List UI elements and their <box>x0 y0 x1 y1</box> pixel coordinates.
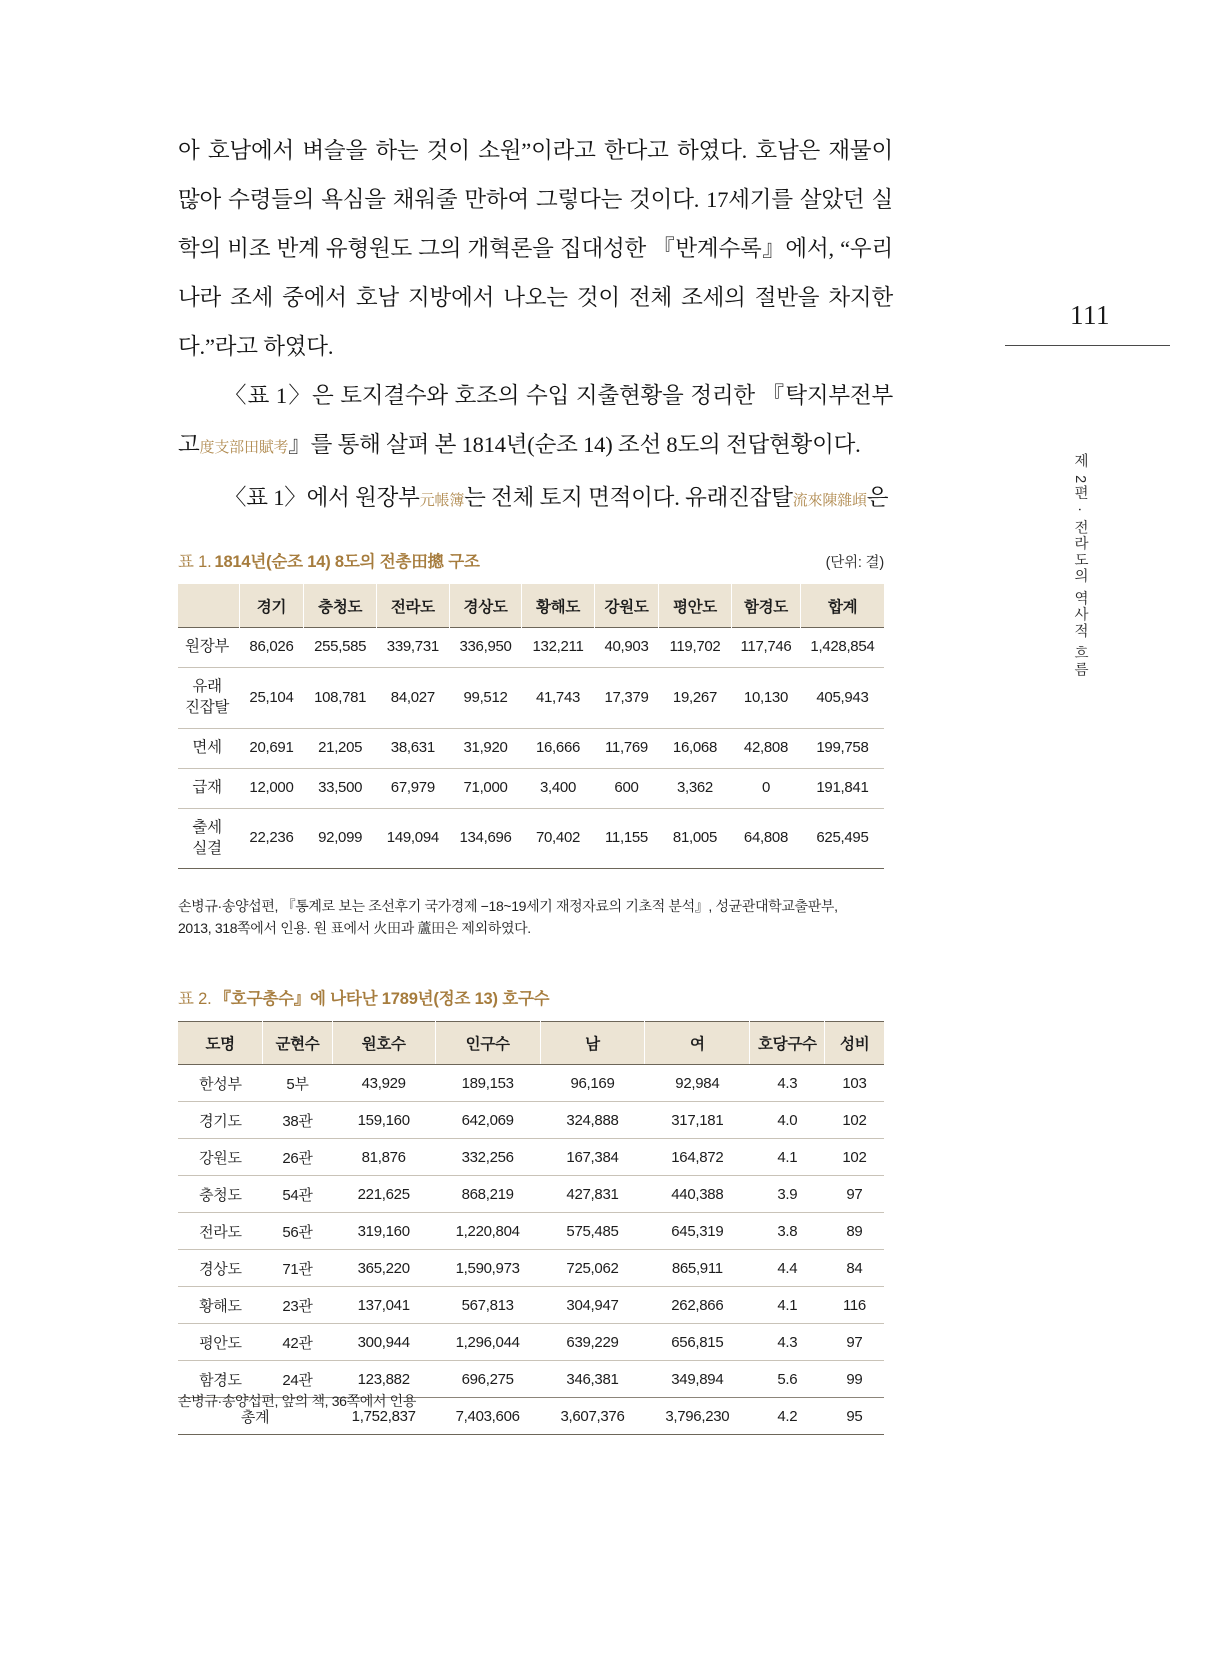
table-1-col-header: 평안도 <box>659 585 731 628</box>
table-cell: 3,400 <box>522 768 594 808</box>
table-cell: 71관 <box>263 1250 332 1287</box>
paragraph-3-mid: 는 전체 토지 면적이다. 유래진잡탈 <box>464 485 793 510</box>
table-1 <box>178 584 884 869</box>
table-2-col-header: 원호수 <box>332 1022 435 1065</box>
table-2-col-header: 군현수 <box>263 1022 332 1065</box>
ruby-annotation-tojibu: 度支部田賦考 <box>199 440 289 456</box>
table-cell: 119,702 <box>659 628 731 668</box>
table-cell: 20,691 <box>239 728 304 768</box>
table-row <box>178 1176 884 1213</box>
table-2 <box>178 1021 884 1435</box>
table-2-block <box>178 985 884 1435</box>
table-cell: 639,229 <box>540 1324 645 1361</box>
table-cell: 24관 <box>263 1361 332 1398</box>
table-cell: 96,169 <box>570 1074 615 1092</box>
table-cell: 625,495 <box>801 808 884 869</box>
table-cell: 84,027 <box>377 667 450 728</box>
table-1-col-header: 함경도 <box>731 585 801 628</box>
table-cell: 336,950 <box>449 628 522 668</box>
table-cell: 117,746 <box>731 628 801 668</box>
table-cell: 868,219 <box>435 1176 540 1213</box>
table-2-row-label: 평안도 <box>178 1324 263 1361</box>
table-cell: 0 <box>731 768 801 808</box>
table-cell: 33,500 <box>304 768 377 808</box>
table-1-col-header: 합계 <box>801 585 884 628</box>
body-text <box>178 126 893 526</box>
table-row <box>178 1250 884 1287</box>
table-cell: 262,866 <box>645 1287 750 1324</box>
table-2-caption-row <box>178 985 884 1009</box>
table-cell: 23관 <box>263 1287 332 1324</box>
table-cell: 159,160 <box>332 1102 435 1139</box>
table-cell: 4.1 <box>750 1139 825 1176</box>
table-cell: 22,236 <box>239 808 304 869</box>
paragraph-2-post: 』를 통해 살펴 본 1814년(순조 14) 조선 8도의 전답현황이다. <box>288 432 861 457</box>
table-cell: 70,402 <box>522 808 594 869</box>
table-cell: 134,696 <box>449 808 522 869</box>
table-row <box>178 1102 884 1139</box>
table-cell: 97 <box>825 1176 884 1213</box>
table-row <box>178 1287 884 1324</box>
table-cell: 16,068 <box>659 728 731 768</box>
table-cell: 1,428,854 <box>801 628 884 668</box>
table-2-header-row <box>178 1022 884 1065</box>
table-row <box>178 1324 884 1361</box>
ruby-annotation-wonjangbu: 元帳簿 <box>419 493 465 509</box>
table-2-source-note <box>178 1390 890 1412</box>
table-2-title: 『호구총수』에 나타난 1789년(정조 13) 호구수 <box>214 990 550 1008</box>
table-cell: 656,815 <box>645 1324 750 1361</box>
table-2-row-label: 함경도 <box>178 1361 263 1398</box>
table-1-col-header: 전라도 <box>377 585 450 628</box>
table-cell: 167,384 <box>540 1139 645 1176</box>
table-cell: 189,153 <box>461 1074 514 1092</box>
table-cell: 346,381 <box>540 1361 645 1398</box>
table-2-row-label: 강원도 <box>178 1139 263 1176</box>
table-cell: 645,319 <box>645 1213 750 1250</box>
table-row <box>178 628 884 668</box>
table-2-total-label: 총계 <box>178 1398 332 1435</box>
table-cell: 255,585 <box>304 628 377 668</box>
table-cell: 19,267 <box>659 667 731 728</box>
table-cell: 3,607,376 <box>540 1398 645 1435</box>
table-row <box>178 1065 884 1102</box>
table-row <box>178 1213 884 1250</box>
paragraph-3-post: 은 <box>866 485 889 510</box>
table-2-row-label: 경상도 <box>178 1250 263 1287</box>
table-cell: 575,485 <box>540 1213 645 1250</box>
table-1-caption-row <box>178 548 884 572</box>
table-cell: 102 <box>825 1102 884 1139</box>
table-cell: 64,808 <box>731 808 801 869</box>
table-cell: 300,944 <box>332 1324 435 1361</box>
table-cell: 149,094 <box>377 808 450 869</box>
table-1-col-header: 황해도 <box>522 585 594 628</box>
table-1-col-header: 경기 <box>239 585 304 628</box>
table-cell: 102 <box>825 1139 884 1176</box>
table-2-caption <box>178 985 549 1009</box>
table-cell: 349,894 <box>645 1361 750 1398</box>
table-cell: 71,000 <box>449 768 522 808</box>
table-cell: 1,296,044 <box>435 1324 540 1361</box>
table-2-number: 표 2. <box>178 990 212 1008</box>
table-cell: 4.3 <box>750 1324 825 1361</box>
table-cell: 4.1 <box>750 1287 825 1324</box>
table-cell: 21,205 <box>304 728 377 768</box>
running-head: 제 2편 · 전라도의 역사적 흐름 <box>1072 452 1088 678</box>
table-cell: 12,000 <box>239 768 304 808</box>
table-cell: 84 <box>825 1250 884 1287</box>
table-cell: 38관 <box>263 1102 332 1139</box>
table-1-source-line-1: 손병규·송양섭편, 『통계로 보는 조선후기 국가경제 −18~19세기 재정자료의 기초적 분석』, 성균관대학교출판부, <box>178 898 838 914</box>
table-2-source-line: 손병규·송양섭편, 앞의 책, 36쪽에서 인용 <box>178 1393 417 1409</box>
table-1-col-header: 경상도 <box>449 585 522 628</box>
table-cell: 1,220,804 <box>435 1213 540 1250</box>
table-1-corner-cell <box>178 585 239 628</box>
table-cell: 365,220 <box>332 1250 435 1287</box>
table-1-title: 1814년(순조 14) 8도의 전총田摠 구조 <box>214 553 480 571</box>
table-cell: 17,379 <box>594 667 659 728</box>
table-cell: 3,796,230 <box>645 1398 750 1435</box>
table-row <box>178 768 884 808</box>
table-1-body <box>178 628 884 869</box>
table-1-row-label: 출세 실결 <box>178 808 239 869</box>
table-cell: 5부 <box>286 1075 309 1093</box>
table-cell: 865,911 <box>645 1250 750 1287</box>
table-cell: 725,062 <box>540 1250 645 1287</box>
table-cell: 199,758 <box>801 728 884 768</box>
table-cell: 440,388 <box>645 1176 750 1213</box>
table-cell: 108,781 <box>304 667 377 728</box>
table-cell: 4.2 <box>750 1398 825 1435</box>
table-cell: 1,590,973 <box>435 1250 540 1287</box>
table-cell: 600 <box>594 768 659 808</box>
table-cell: 54관 <box>263 1176 332 1213</box>
folio-divider <box>1005 345 1170 346</box>
table-1-head <box>178 585 884 628</box>
table-cell: 11,769 <box>594 728 659 768</box>
table-1-row-label: 원장부 <box>178 628 239 668</box>
table-cell: 405,943 <box>801 667 884 728</box>
table-1-header-row <box>178 585 884 628</box>
table-cell: 56관 <box>263 1213 332 1250</box>
table-2-col-header: 남 <box>540 1022 645 1065</box>
table-cell: 89 <box>825 1213 884 1250</box>
table-cell: 10,130 <box>731 667 801 728</box>
table-1-row-label: 면세 <box>178 728 239 768</box>
table-2-row-label: 전라도 <box>178 1213 263 1250</box>
table-1-unit: (단위: 결) <box>825 555 884 571</box>
table-cell: 3,362 <box>659 768 731 808</box>
table-2-body <box>178 1065 884 1435</box>
folio-block <box>945 300 1175 346</box>
table-cell: 696,275 <box>435 1361 540 1398</box>
table-cell: 40,903 <box>594 628 659 668</box>
table-cell: 42,808 <box>731 728 801 768</box>
table-cell: 7,403,606 <box>435 1398 540 1435</box>
table-1-source-note <box>178 895 890 939</box>
table-cell: 132,211 <box>522 628 594 668</box>
table-cell: 304,947 <box>540 1287 645 1324</box>
paragraph-3 <box>178 473 893 526</box>
table-cell: 642,069 <box>435 1102 540 1139</box>
table-cell: 332,256 <box>435 1139 540 1176</box>
table-cell: 339,731 <box>377 628 450 668</box>
table-cell: 41,743 <box>522 667 594 728</box>
table-cell: 5.6 <box>750 1361 825 1398</box>
table-cell: 4.0 <box>750 1102 825 1139</box>
table-cell: 95 <box>825 1398 884 1435</box>
table-row <box>178 1139 884 1176</box>
table-cell: 1,752,837 <box>332 1398 435 1435</box>
table-cell: 67,979 <box>377 768 450 808</box>
table-cell: 97 <box>825 1324 884 1361</box>
table-cell: 92,984 <box>675 1074 720 1092</box>
table-cell: 25,104 <box>239 667 304 728</box>
table-cell: 319,160 <box>332 1213 435 1250</box>
paragraph-1: 아 호남에서 벼슬을 하는 것이 소원”이라고 한다고 하였다. 호남은 재물이 많아 수령들의 욕심을 채워줄 만하여 그렇다는 것이다. 17세기를 살았던 실학의 비조 반계 유형원도 그의 개혁론을 집대성한 『반계수록』에서, “우리나라 조세 중에서 호남 지방에서 나오는 것이 전체 조세의 절반을 차지한다.”라고 하였다. <box>178 138 893 359</box>
paragraph-2-pre: 〈표 1〉은 토지결수와 호조의 수입 지출현황을 정리한 『탁지부전부고 <box>178 383 893 457</box>
table-1-caption <box>178 548 480 572</box>
table-2-col-header: 인구수 <box>435 1022 540 1065</box>
table-2-row-label: 경기도 <box>178 1102 263 1139</box>
table-cell: 3.8 <box>750 1213 825 1250</box>
table-cell: 81,876 <box>332 1139 435 1176</box>
table-cell: 42관 <box>263 1324 332 1361</box>
table-cell: 3.9 <box>750 1176 825 1213</box>
table-cell: 11,155 <box>594 808 659 869</box>
table-cell: 92,099 <box>304 808 377 869</box>
table-2-col-header: 여 <box>645 1022 750 1065</box>
table-1-col-header: 충청도 <box>304 585 377 628</box>
table-1-number: 표 1. <box>178 553 212 571</box>
table-cell: 317,181 <box>645 1102 750 1139</box>
table-2-row-label: 한성부 <box>199 1075 242 1093</box>
table-cell: 81,005 <box>659 808 731 869</box>
table-1-row-label: 급재 <box>178 768 239 808</box>
table-cell: 99,512 <box>449 667 522 728</box>
table-2-row-label: 황해도 <box>178 1287 263 1324</box>
table-cell: 4.4 <box>750 1250 825 1287</box>
table-1-row-label: 유래 진잡탈 <box>178 667 239 728</box>
table-row <box>178 667 884 728</box>
table-2-col-header: 성비 <box>825 1022 884 1065</box>
table-cell: 4.3 <box>777 1074 798 1092</box>
paragraph-2 <box>178 371 893 473</box>
table-row <box>178 808 884 869</box>
table-cell: 116 <box>825 1287 884 1324</box>
ruby-annotation-yuraejinjaptal: 流來陳雜頉 <box>792 493 867 509</box>
table-2-head <box>178 1022 884 1065</box>
table-2-col-header: 호당구수 <box>750 1022 825 1065</box>
table-cell: 103 <box>842 1074 867 1092</box>
table-cell: 99 <box>825 1361 884 1398</box>
table-cell: 86,026 <box>239 628 304 668</box>
table-1-source-line-2: 2013, 318쪽에서 인용. 원 표에서 火田과 蘆田은 제외하였다. <box>178 920 531 936</box>
table-1-block <box>178 548 884 869</box>
table-cell: 38,631 <box>377 728 450 768</box>
table-cell: 427,831 <box>540 1176 645 1213</box>
table-cell: 191,841 <box>801 768 884 808</box>
table-1-col-header: 강원도 <box>594 585 659 628</box>
table-cell: 221,625 <box>332 1176 435 1213</box>
table-cell: 16,666 <box>522 728 594 768</box>
table-cell: 26관 <box>263 1139 332 1176</box>
paragraph-3-pre: 〈표 1〉에서 원장부 <box>224 485 420 510</box>
table-cell: 123,882 <box>332 1361 435 1398</box>
table-cell: 43,929 <box>361 1074 406 1092</box>
table-2-row-label: 충청도 <box>178 1176 263 1213</box>
table-cell: 31,920 <box>449 728 522 768</box>
table-cell: 164,872 <box>645 1139 750 1176</box>
page-number: 111 <box>1070 300 1110 330</box>
table-cell: 137,041 <box>332 1287 435 1324</box>
table-row <box>178 728 884 768</box>
table-cell: 324,888 <box>540 1102 645 1139</box>
table-2-col-header: 도명 <box>178 1022 263 1065</box>
table-cell: 567,813 <box>435 1287 540 1324</box>
